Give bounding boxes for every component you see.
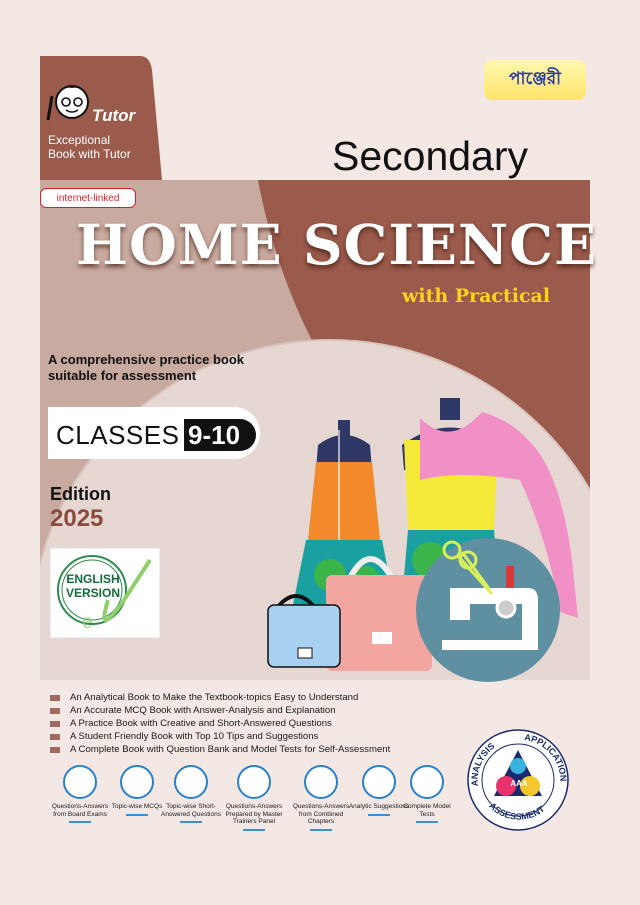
sewing-machine-illustration <box>416 538 560 682</box>
bullet-icon <box>50 695 60 701</box>
features-list <box>50 691 390 756</box>
english-version-text <box>58 572 128 600</box>
english-version-line1: ENGLISH <box>66 572 120 586</box>
level-heading: Secondary <box>332 133 529 179</box>
feature-icon-mcqs: Topic-wise MCQs <box>105 765 169 816</box>
tutor-brand: Tutor <box>92 106 136 125</box>
book-description: A comprehensive practice book suitable for assessment <box>48 352 245 383</box>
badge-analysis: ANALYSIS <box>469 740 497 787</box>
feature-item: A Practice Book with Creative and Short-Answered Questions <box>50 717 390 730</box>
document-list-icon <box>174 765 208 799</box>
book-subtitle: with Practical <box>402 285 551 307</box>
tutor-tagline-1: Exceptional <box>48 133 111 147</box>
pink-handbag-illustration <box>326 559 432 671</box>
feature-icon-short-answered: Topic-wise Short-Answered Questions <box>159 765 223 823</box>
classes-label: CLASSES <box>56 420 180 450</box>
feature-item: An Accurate MCQ Book with Answer-Analysis and Explanation <box>50 704 390 717</box>
english-version-line2: VERSION <box>65 586 120 600</box>
test-paper-icon <box>410 765 444 799</box>
publisher-logo: পাঞ্জেরী <box>484 60 586 100</box>
badge-center: AAA <box>510 779 528 788</box>
classes-range: 9-10 <box>184 419 256 451</box>
bullet-icon <box>50 721 60 727</box>
edition-label: Edition <box>50 484 111 504</box>
badge-application: APPLICATION <box>523 732 569 782</box>
feature-icon-board-exams: Questions-Answers from Board Exams <box>48 765 112 823</box>
puzzle-icon <box>304 765 338 799</box>
mcq-icon <box>120 765 154 799</box>
feature-item: An Analytical Book to Make the Textbook-topics Easy to Understand <box>50 691 390 704</box>
feature-icon-suggestions: Analytic Suggestions <box>347 765 411 816</box>
feature-item: A Complete Book with Question Bank and Model Tests for Self-Assessment <box>50 743 390 756</box>
bullet-icon <box>50 734 60 740</box>
teacher-icon <box>237 765 271 799</box>
tutor-tagline-2: Book with Tutor <box>48 147 131 161</box>
feature-icon-master-trainers: Questions-Answers Prepared by Master Trainers Panel <box>222 765 286 831</box>
feature-icon-model-tests: Complete Model Tests <box>395 765 459 823</box>
feature-icon-combined-chapters: Questions-Answers from Combined Chapters <box>289 765 353 831</box>
svg-text:e: e <box>82 611 94 633</box>
tutor-tagline <box>48 133 131 161</box>
blue-handbag-illustration <box>268 596 340 667</box>
edition-year: 2025 <box>50 505 104 532</box>
book-title: HOME SCIENCE <box>76 212 597 277</box>
feature-item: A Student Friendly Book with Top 10 Tips and Suggestions <box>50 730 390 743</box>
aaa-badge-text <box>464 726 574 836</box>
lightbulb-icon <box>362 765 396 799</box>
bullet-icon <box>50 708 60 714</box>
bullet-icon <box>50 747 60 753</box>
badge-assessment: ASSESSMENT <box>487 800 547 822</box>
question-book-icon <box>63 765 97 799</box>
internet-linked-badge: internet-linked <box>40 188 136 208</box>
